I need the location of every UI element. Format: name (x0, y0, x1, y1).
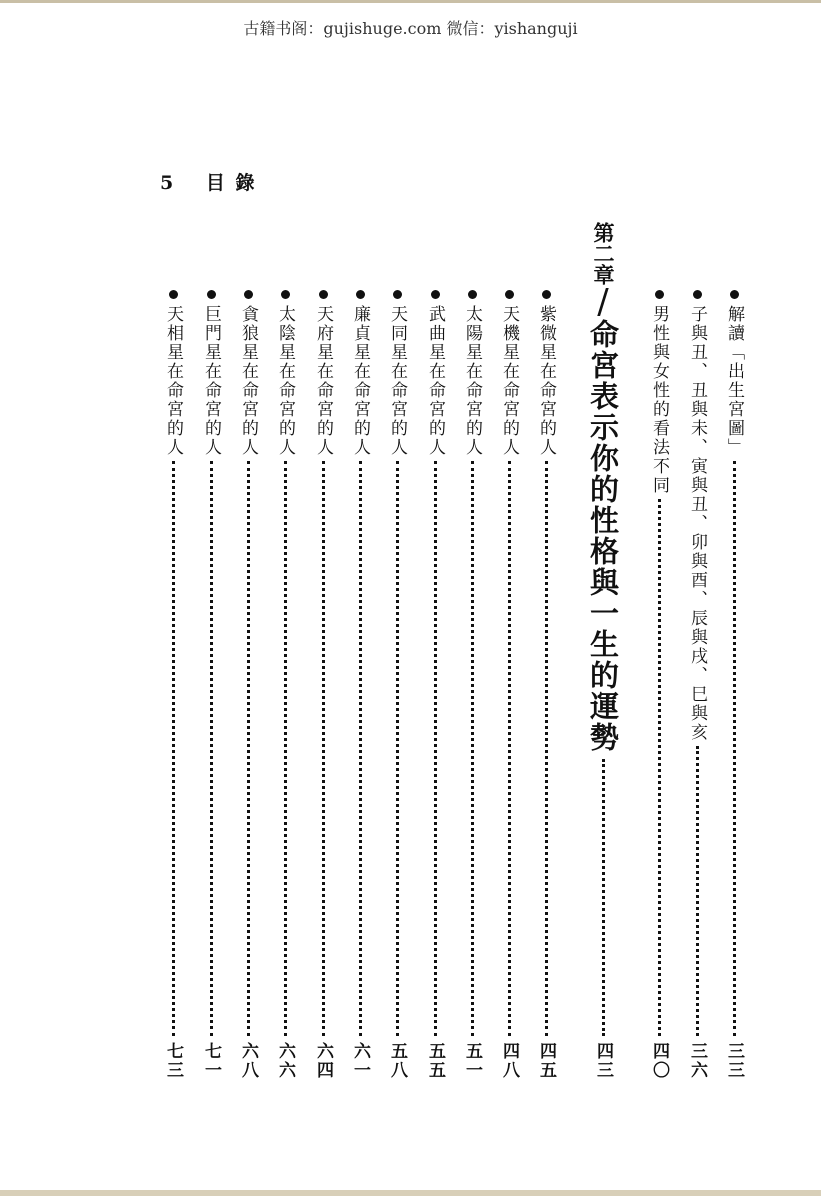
toc-entry-page: 四五 (536, 1042, 556, 1080)
toc-entry-page: 七三 (163, 1042, 183, 1080)
toc-entry-text: 解讀「出生宮圖」 (724, 305, 744, 457)
leader-dots (172, 461, 175, 1036)
toc-entry[interactable] (722, 290, 746, 1080)
page-bottom-edge (0, 1190, 821, 1196)
bullet-icon (655, 290, 664, 299)
leader-dots (658, 499, 661, 1036)
toc-entry[interactable] (199, 290, 223, 1080)
toc-entry-page: 五五 (425, 1042, 445, 1080)
bullet-icon (244, 290, 253, 299)
leader-dots (359, 461, 362, 1036)
leader-dots (434, 461, 437, 1036)
leader-dots (396, 461, 399, 1036)
bullet-icon (319, 290, 328, 299)
chapter-page: 四三 (593, 1042, 613, 1080)
toc-entry-text: 天同星在命宮的人 (387, 305, 407, 457)
toc-entry[interactable] (497, 290, 521, 1080)
toc-entry-text: 紫微星在命宮的人 (536, 305, 556, 457)
leader-dots (247, 461, 250, 1036)
toc-entry[interactable] (460, 290, 484, 1080)
toc-entry[interactable] (423, 290, 447, 1080)
leader-dots (471, 461, 474, 1036)
toc-entry[interactable] (236, 290, 260, 1080)
bullet-icon (693, 290, 702, 299)
toc-entry[interactable] (534, 290, 558, 1080)
page-title: 目 錄 (205, 172, 257, 194)
toc-entry-page: 六四 (313, 1042, 333, 1080)
bullet-icon (169, 290, 178, 299)
toc-entry-page: 四〇 (649, 1042, 669, 1080)
toc-entry-text: 太陽星在命宮的人 (462, 305, 482, 457)
toc-entry-text: 武曲星在命宮的人 (425, 305, 445, 457)
toc-entry-text: 天相星在命宮的人 (163, 305, 183, 457)
toc-entry[interactable] (273, 290, 297, 1080)
toc-entry-page: 四八 (499, 1042, 519, 1080)
leader-dots (322, 461, 325, 1036)
bullet-icon (730, 290, 739, 299)
toc-entry-page: 七一 (201, 1042, 221, 1080)
bullet-icon (468, 290, 477, 299)
bullet-icon (505, 290, 514, 299)
leader-dots (508, 461, 511, 1036)
toc-entry-page: 五一 (462, 1042, 482, 1080)
watermark: 古籍书阁：gujishuge.com 微信：yishanguji (243, 19, 578, 38)
toc-entry-page: 六一 (350, 1042, 370, 1080)
bullet-icon (431, 290, 440, 299)
bullet-icon (207, 290, 216, 299)
toc-entry-page: 六八 (238, 1042, 258, 1080)
toc-entry-text: 子與丑、丑與未、寅與丑、卯與酉、辰與戌、巳與亥 (687, 305, 707, 742)
leader-dots (545, 461, 548, 1036)
leader-dots (733, 461, 736, 1036)
toc-entry[interactable] (311, 290, 335, 1080)
toc-entry-page: 六六 (275, 1042, 295, 1080)
toc-entry[interactable] (647, 290, 671, 1080)
chapter-title: 命宮表示你的性格與一生的運勢 (586, 319, 620, 753)
toc-entry-text: 廉貞星在命宮的人 (350, 305, 370, 457)
leader-dots (696, 746, 699, 1036)
toc-entry-text: 太陰星在命宮的人 (275, 305, 295, 457)
bullet-icon (356, 290, 365, 299)
leader-dots (602, 759, 605, 1036)
toc-entry[interactable] (385, 290, 409, 1080)
page-number: 5 (160, 172, 176, 194)
chapter-slash: / (597, 282, 609, 322)
toc-entry-text: 男性與女性的看法不同 (649, 305, 669, 495)
toc-entry-page: 三三 (724, 1042, 744, 1080)
chapter-number: 第二章 (591, 222, 615, 285)
toc-entry-text: 貪狼星在命宮的人 (238, 305, 258, 457)
leader-dots (284, 461, 287, 1036)
toc-entry[interactable] (685, 290, 709, 1080)
toc-entry[interactable] (161, 290, 185, 1080)
toc-entry-page: 三六 (687, 1042, 707, 1080)
toc-entry-text: 天機星在命宮的人 (499, 305, 519, 457)
bullet-icon (393, 290, 402, 299)
leader-dots (210, 461, 213, 1036)
page-header (160, 168, 278, 195)
bullet-icon (281, 290, 290, 299)
toc-entry[interactable] (348, 290, 372, 1080)
toc-entry-text: 天府星在命宮的人 (313, 305, 333, 457)
toc-entry-text: 巨門星在命宮的人 (201, 305, 221, 457)
chapter-heading[interactable] (583, 222, 623, 1080)
bullet-icon (542, 290, 551, 299)
page-top-edge (0, 0, 821, 3)
toc-entry-page: 五八 (387, 1042, 407, 1080)
